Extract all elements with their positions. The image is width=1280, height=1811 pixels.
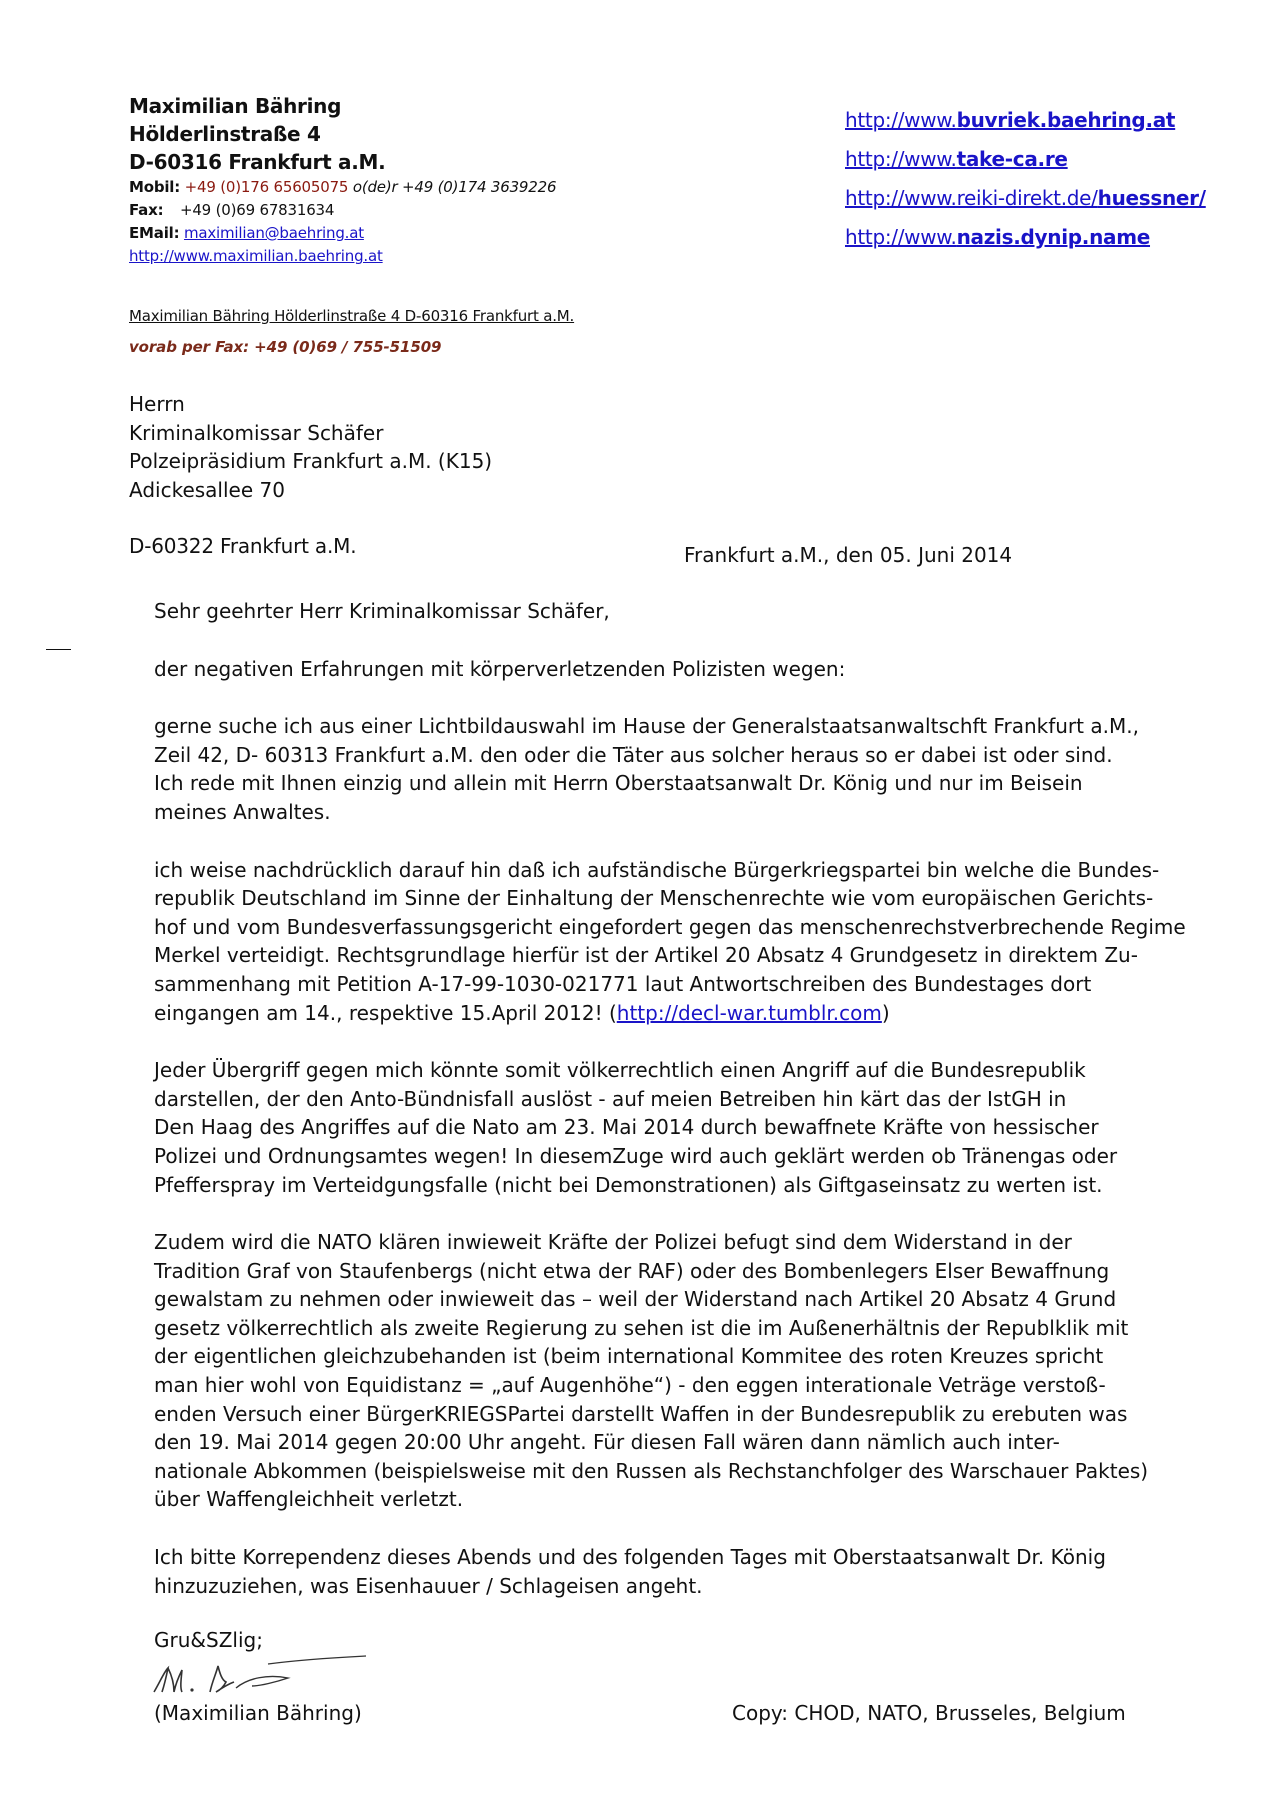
right-links bbox=[845, 101, 1206, 257]
paragraph-6 bbox=[154, 1543, 1204, 1600]
paragraph-line: sammenhang mit Petition A-17-99-1030-021771 laut Antwortschreiben des Bundestages dort bbox=[154, 971, 1092, 996]
paragraph-line: Zeil 42, D- 60313 Frankfurt a.M. den oder die Täter aus solcher heraus so er dabei ist oder sind. bbox=[154, 742, 1113, 767]
sender-street: Hölderlinstraße 4 bbox=[129, 122, 321, 146]
paragraph-line: über Waffengleichheit verletzt. bbox=[154, 1487, 464, 1512]
paragraph-line: Merkel verteidigt. Rechtsgrundlage hierfür ist der Artikel 20 Absatz 4 Grundgesetz in direktem Zu- bbox=[154, 943, 1138, 968]
paragraph-line: der negativen Erfahrungen mit körperverletzenden Polizisten wegen: bbox=[154, 656, 846, 681]
paragraph-line: Zudem wird die NATO klären inwieweit Kräfte der Polizei befugt sind dem Widerstand in der bbox=[154, 1230, 1072, 1255]
sender-website-link[interactable]: http://www.maximilian.baehring.at bbox=[129, 247, 383, 265]
recipient-org: Polzeipräsidium Frankfurt a.M. (K15) bbox=[129, 449, 493, 473]
mobile-separator: o(de)r bbox=[352, 178, 398, 196]
paragraph-line: Tradition Graf von Staufenbergs (nicht etwa der RAF) oder des Bombenlegers Elser Bewaffnung bbox=[154, 1258, 1110, 1283]
signature-name: (Maximilian Bähring) bbox=[154, 1701, 362, 1725]
paragraph-line: der eigentlichen gleichzubehanden ist (beim international Kommitee des roten Kreuzes spricht bbox=[154, 1344, 1104, 1369]
sender-city: D-60316 Frankfurt a.M. bbox=[129, 150, 386, 174]
fax-note: vorab per Fax: +49 (0)69 / 755-51509 bbox=[129, 338, 442, 356]
right-link-3[interactable]: http://www.reiki-direkt.de/huessner/ bbox=[845, 186, 1206, 210]
return-address: Maximilian Bähring Hölderlinstraße 4 D-60316 Frankfurt a.M. bbox=[129, 307, 575, 325]
sender-fax bbox=[129, 199, 556, 222]
paragraph-2 bbox=[154, 712, 1204, 826]
paragraph-line: republik Deutschland im Sinne der Einhaltung der Menschenrechte wie vom europäischen Gerichts- bbox=[154, 886, 1154, 911]
paragraph-line: darstellen, der den Anto-Bündnisfall auslöst - auf meien Betreiben hin kärt das der IstGH in bbox=[154, 1086, 1067, 1111]
fold-mark bbox=[46, 649, 71, 650]
email-link[interactable]: maximilian@baehring.at bbox=[183, 224, 364, 242]
paragraph-line: eingangen am 14., respektive 15.April 2012! (http://decl-war.tumblr.com) bbox=[154, 1000, 890, 1025]
paragraph-line: hof und vom Bundesverfassungsgericht eingefordert gegen das menschenrechstverbrechende Regime bbox=[154, 914, 1186, 939]
recipient-salutation: Herrn bbox=[129, 392, 185, 416]
right-link-2[interactable]: http://www.take-ca.re bbox=[845, 147, 1068, 171]
paragraph-3 bbox=[154, 856, 1204, 1028]
paragraph-line: man hier wohl von Equidistanz = „auf Augenhöhe“) - den eggen interationale Veträge verstoß- bbox=[154, 1373, 1106, 1398]
mobile-number-2: +49 (0)174 3639226 bbox=[402, 178, 557, 196]
letter-body bbox=[154, 597, 1204, 1600]
decl-war-link[interactable]: http://decl-war.tumblr.com bbox=[616, 1000, 882, 1025]
sender-email bbox=[129, 222, 556, 245]
sender-web bbox=[129, 245, 556, 268]
paragraph-line: ich weise nachdrücklich darauf hin daß ich aufständische Bürgerkriegspartei bin welche die Bundes- bbox=[154, 857, 1160, 882]
date-line: Frankfurt a.M., den 05. Juni 2014 bbox=[684, 543, 1013, 567]
mobile-label: Mobil: bbox=[129, 178, 181, 196]
paragraph-line: nationale Abkommen (beispielsweise mit den Russen als Rechstanchfolger des Warschauer Paktes) bbox=[154, 1458, 1149, 1483]
copy-recipients: Copy: CHOD, NATO, Brusseles, Belgium bbox=[732, 1701, 1126, 1725]
paragraph-line: Den Haag des Angriffes auf die Nato am 23. Mai 2014 durch bewaffnete Kräfte von hessischer bbox=[154, 1115, 1099, 1140]
right-link-4[interactable]: http://www.nazis.dynip.name bbox=[845, 225, 1151, 249]
paragraph-4 bbox=[154, 1056, 1204, 1199]
paragraph-line: gerne suche ich aus einer Lichtbildauswahl im Hause der Generalstaatsanwaltschft Frankfurt a.M., bbox=[154, 714, 1139, 739]
sender-block bbox=[129, 92, 556, 268]
handwritten-signature bbox=[148, 1652, 378, 1702]
paragraph-line: Ich bitte Korrependenz dieses Abends und des folgenden Tages mit Oberstaatsanwalt Dr. König bbox=[154, 1545, 1106, 1570]
recipient-street: Adickesallee 70 bbox=[129, 477, 285, 502]
recipient-block bbox=[129, 390, 492, 504]
paragraph-line: Jeder Übergriff gegen mich könnte somit völkerrechtlich einen Angriff auf die Bundesrepublik bbox=[154, 1058, 1086, 1083]
recipient-city: D-60322 Frankfurt a.M. bbox=[129, 534, 357, 558]
paragraph-line: Ich rede mit Ihnen einzig und allein mit Herrn Oberstaatsanwalt Dr. König und nur im Beisein bbox=[154, 771, 1083, 796]
closing: Gru&SZlig; bbox=[154, 1628, 263, 1652]
paragraph-line: gesetz völkerrechtlich als zweite Regierung zu sehen ist die im Außenerhältnis der Republklik mit bbox=[154, 1315, 1129, 1340]
paragraph-line: gewalstam zu nehmen oder inwieweit das – weil der Widerstand nach Artikel 20 Absatz 4 Grund bbox=[154, 1287, 1117, 1312]
email-label: EMail: bbox=[129, 224, 180, 242]
paragraph-5 bbox=[154, 1228, 1204, 1514]
sender-name: Maximilian Bähring bbox=[129, 94, 342, 118]
sender-mobile bbox=[129, 176, 556, 199]
fax-label: Fax: bbox=[129, 201, 164, 219]
fax-number: +49 (0)69 67831634 bbox=[179, 201, 335, 219]
paragraph-line: enden Versuch einer BürgerKRIEGSPartei darstellt Waffen in der Bundesrepublik zu erebuten was bbox=[154, 1401, 1128, 1426]
paragraph-line: meines Anwaltes. bbox=[154, 799, 331, 824]
paragraph-line: hinzuzuziehen, was Eisenhauuer / Schlageisen angeht. bbox=[154, 1573, 703, 1598]
paragraph-line: Pfefferspray im Verteidgungsfalle (nicht bei Demonstrationen) als Giftgaseinsatz zu werten ist. bbox=[154, 1172, 1103, 1197]
paragraph-1 bbox=[154, 655, 1204, 684]
right-link-1[interactable]: http://www.buvriek.baehring.at bbox=[845, 108, 1176, 132]
paragraph-line: den 19. Mai 2014 gegen 20:00 Uhr angeht. Für diesen Fall wären dann nämlich auch inter- bbox=[154, 1430, 1060, 1455]
recipient-name: Kriminalkomissar Schäfer bbox=[129, 420, 384, 445]
greeting: Sehr geehrter Herr Kriminalkomissar Schäfer, bbox=[154, 599, 610, 623]
mobile-number-1: +49 (0)176 65605075 bbox=[184, 178, 349, 196]
paragraph-line: Polizei und Ordnungsamtes wegen! In diesemZuge wird auch geklärt werden ob Tränengas oder bbox=[154, 1143, 1118, 1168]
